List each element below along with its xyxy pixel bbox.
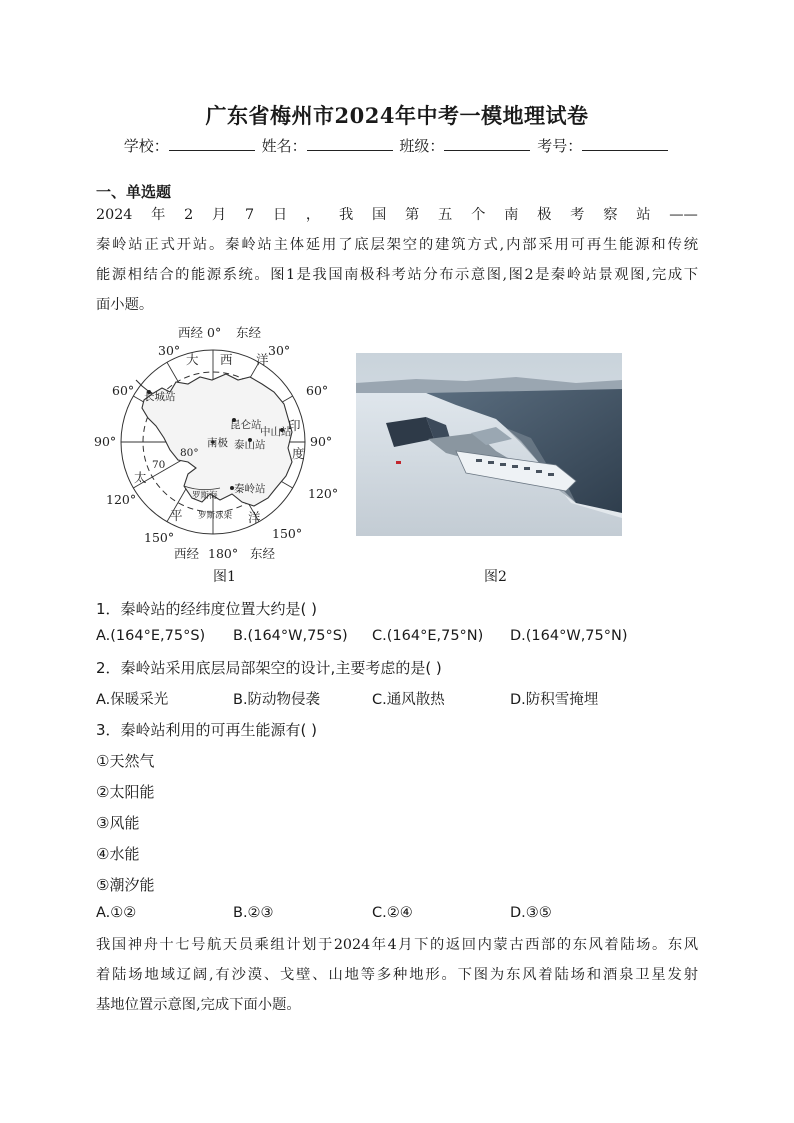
- number-blank[interactable]: [582, 136, 668, 151]
- figure1-caption: 图1: [213, 569, 236, 585]
- svg-text:洋: 洋: [256, 352, 269, 367]
- svg-text:长城站: 长城站: [144, 391, 176, 403]
- q3-option-d[interactable]: D.③⑤: [510, 905, 552, 921]
- svg-text:印: 印: [288, 418, 301, 433]
- svg-text:泰山站: 泰山站: [234, 439, 266, 451]
- svg-text:60°: 60°: [306, 383, 329, 398]
- svg-text:大: 大: [186, 352, 199, 367]
- svg-text:30°: 30°: [268, 343, 291, 358]
- figure2-caption: 图2: [484, 569, 507, 585]
- question2-stem: 2．秦岭站采用底层局部架空的设计,主要考虑的是( ): [96, 659, 442, 677]
- svg-text:西: 西: [220, 352, 233, 367]
- q2-option-c[interactable]: C.通风散热: [372, 692, 445, 708]
- question3-stem: 3．秦岭站利用的可再生能源有( ): [96, 721, 318, 739]
- svg-text:昆仑站: 昆仑站: [230, 419, 262, 431]
- svg-text:罗斯冰架: 罗斯冰架: [198, 511, 233, 521]
- school-blank[interactable]: [169, 136, 255, 151]
- svg-text:西经: 西经: [178, 325, 204, 340]
- q3-item-2: ②太阳能: [96, 783, 155, 801]
- page-title: 广东省梅州市2024年中考一模地理试卷: [205, 103, 589, 128]
- svg-text:150°: 150°: [144, 530, 175, 545]
- svg-text:东经: 东经: [236, 325, 262, 340]
- number-label: 考号：: [537, 137, 583, 155]
- class-label: 班级：: [399, 137, 445, 155]
- question1-stem: 1．秦岭站的经纬度位置大约是( ): [96, 600, 318, 618]
- q3-item-4: ④水能: [96, 845, 140, 863]
- svg-text:洋: 洋: [248, 510, 261, 525]
- svg-text:120°: 120°: [106, 492, 137, 507]
- q3-item-3: ③风能: [96, 814, 140, 832]
- school-label: 学校：: [123, 137, 169, 155]
- q3-option-b[interactable]: B.②③: [233, 905, 274, 921]
- q2-option-b[interactable]: B.防动物侵袭: [233, 692, 321, 708]
- passage2-line2: 着陆场地域辽阔,有沙漠、戈壁、山地等多种地形。下图为东风着陆场和酒泉卫星发射: [96, 967, 698, 983]
- class-blank[interactable]: [444, 136, 530, 151]
- svg-text:70: 70: [152, 459, 166, 471]
- name-blank[interactable]: [307, 136, 393, 151]
- passage1-line3: 能源相结合的能源系统。图1是我国南极科考站分布示意图,图2是秦岭站景观图,完成下: [96, 267, 698, 283]
- q3-option-a[interactable]: A.①②: [96, 905, 137, 921]
- svg-text:东经: 东经: [250, 546, 276, 561]
- q3-item-5: ⑤潮汐能: [96, 876, 155, 894]
- passage1-line4: 面小题。: [96, 297, 154, 313]
- svg-text:罗斯海: 罗斯海: [192, 491, 218, 501]
- question1-options: [0, 628, 794, 648]
- svg-text:90°: 90°: [94, 434, 117, 449]
- figure2-qinling-station-photo: [356, 353, 622, 536]
- figure1-antarctica-map: [92, 322, 354, 566]
- svg-text:180°: 180°: [208, 546, 239, 561]
- svg-text:120°: 120°: [308, 486, 339, 501]
- passage2-line3: 基地位置示意图,完成下面小题。: [96, 997, 301, 1013]
- passage2-line1: 我国神舟十七号航天员乘组计划于2024年4月下的返回内蒙古西部的东风着陆场。东风: [96, 937, 698, 953]
- q1-option-d[interactable]: D.(164°W,75°N): [510, 628, 628, 644]
- q3-option-c[interactable]: C.②④: [372, 905, 413, 921]
- svg-text:度: 度: [292, 446, 305, 461]
- question3-options: [0, 905, 794, 925]
- svg-text:南极: 南极: [207, 437, 228, 449]
- section-heading: 一、单选题: [96, 183, 172, 201]
- svg-text:0°: 0°: [207, 325, 222, 340]
- passage1-line2: 秦岭站正式开站。秦岭站主体延用了底层架空的建筑方式,内部采用可再生能源和传统: [96, 237, 698, 253]
- q2-option-d[interactable]: D.防积雪掩埋: [510, 692, 599, 708]
- q2-option-a[interactable]: A.保暖采光: [96, 692, 169, 708]
- svg-text:80°: 80°: [180, 447, 199, 459]
- svg-text:150°: 150°: [272, 526, 303, 541]
- svg-text:30°: 30°: [158, 343, 181, 358]
- svg-text:90°: 90°: [310, 434, 333, 449]
- name-label: 姓名：: [261, 137, 307, 155]
- q1-option-c[interactable]: C.(164°E,75°N): [372, 628, 484, 644]
- svg-text:太: 太: [134, 470, 147, 485]
- svg-text:西经: 西经: [174, 546, 200, 561]
- q3-item-1: ①天然气: [96, 752, 155, 770]
- student-info-row: [0, 135, 794, 156]
- svg-text:平: 平: [170, 508, 183, 523]
- q1-option-a[interactable]: A.(164°E,75°S): [96, 628, 206, 644]
- q1-option-b[interactable]: B.(164°W,75°S): [233, 628, 348, 644]
- svg-text:中山站: 中山站: [260, 426, 292, 438]
- passage1-line1: 2024 年 2 月 7 日 ， 我 国 第 五 个 南 极 考 察 站 ——: [96, 207, 698, 223]
- svg-text:60°: 60°: [112, 383, 135, 398]
- svg-text:秦岭站: 秦岭站: [234, 483, 266, 495]
- question2-options: [0, 688, 794, 708]
